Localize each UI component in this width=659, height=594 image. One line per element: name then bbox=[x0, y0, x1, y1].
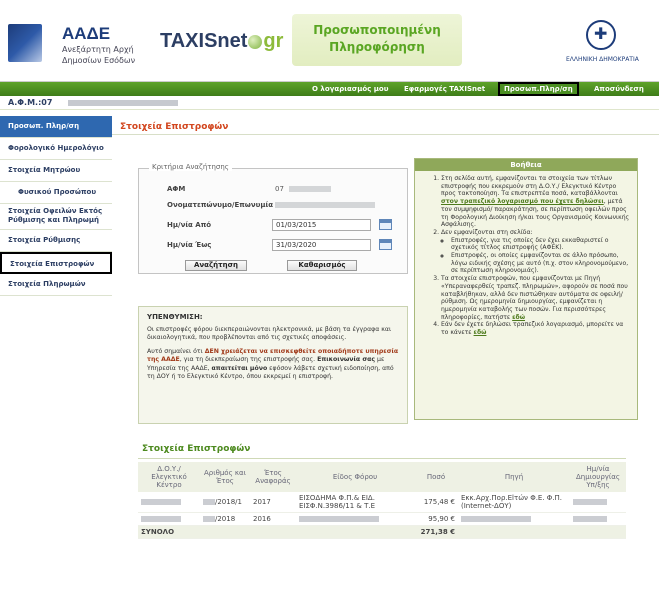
sidebar-item-natural-person[interactable]: Φυσικού Προσώπου bbox=[0, 182, 112, 204]
sidebar-item-tax-calendar[interactable]: Φορολογικό Ημερολόγιο bbox=[0, 138, 112, 160]
tab-logout[interactable]: Αποσύνδεση bbox=[594, 85, 644, 93]
cell-tax-type bbox=[296, 513, 414, 526]
page-header bbox=[0, 0, 659, 82]
col-header: Ημ/νία Δημιουργίας Υπ/ξης bbox=[570, 462, 626, 492]
help-panel bbox=[414, 158, 638, 420]
cell-date bbox=[570, 492, 626, 513]
date-from-input[interactable] bbox=[272, 219, 371, 231]
aade-subtitle: Ανεξάρτητη Αρχή Δημοσίων Εσόδων bbox=[62, 45, 136, 65]
top-nav bbox=[0, 82, 659, 96]
aade-logo-icon bbox=[8, 24, 42, 62]
search-button[interactable]: Αναζήτηση bbox=[185, 260, 247, 271]
declare-account-link[interactable]: εδώ bbox=[473, 329, 487, 337]
date-to-input[interactable] bbox=[272, 239, 371, 251]
aade-name: ΑΑΔΕ bbox=[62, 24, 111, 43]
taxisnet-logo[interactable]: TAXISnet gr bbox=[160, 30, 284, 52]
title-divider bbox=[112, 134, 659, 135]
cell-tax-office bbox=[138, 492, 200, 513]
redacted-name-value bbox=[275, 202, 375, 208]
cell-tax-type: ΕΙΣΟΔΗΜΑ Φ.Π.& ΕΙΔ. ΕΙΣΦ.Ν.3986/11 & Τ.Ε bbox=[296, 492, 414, 513]
help-body bbox=[415, 171, 637, 337]
date-from-label: Ημ/νία Από bbox=[167, 221, 212, 229]
afm-field-value: 07 bbox=[275, 185, 284, 193]
bank-account-link[interactable]: στον τραπεζικό λογαριασμό που έχετε δηλώσει bbox=[441, 198, 604, 206]
cell-number: /2018/1 bbox=[200, 492, 250, 513]
tab-personal-info[interactable]: Προσωπ.Πληρ/ση bbox=[498, 82, 579, 96]
cell-source bbox=[458, 513, 570, 526]
total-label: ΣΥΝΟΛΟ bbox=[138, 526, 200, 539]
cell-source: Εκκ.Αρχ.Πορ.Εlτών Φ.Ε. Φ.Π. (Internet-ΔΟΥ) bbox=[458, 492, 570, 513]
afm-label: Α.Φ.Μ.:07 bbox=[8, 98, 53, 107]
cell-number: /2018 bbox=[200, 513, 250, 526]
col-header: Πηγή bbox=[458, 462, 570, 492]
personal-info-banner: Προσωποποιημένη Πληροφόρηση bbox=[292, 14, 462, 66]
sidebar-item-personal-info[interactable]: Προσωπ. Πληρ/ση bbox=[0, 116, 112, 138]
total-amount: 271,38 € bbox=[414, 526, 458, 539]
sidebar-item-payments[interactable]: Στοιχεία Πληρωμών bbox=[0, 274, 112, 296]
search-criteria-panel bbox=[138, 163, 408, 274]
returns-divider bbox=[138, 458, 626, 459]
returns-table bbox=[138, 462, 626, 539]
col-header: Ποσό bbox=[414, 462, 458, 492]
col-header: Έτος Αναφοράς bbox=[250, 462, 296, 492]
name-field-label: Ονοματεπώνυμο/Επωνυμία bbox=[167, 201, 274, 209]
col-header: Αριθμός και Έτος bbox=[200, 462, 250, 492]
table-row[interactable] bbox=[138, 492, 626, 513]
gov-label: ΕΛΛΗΝΙΚΗ ΔΗΜΟΚΡΑΤΙΑ bbox=[566, 56, 639, 63]
greek-emblem-icon bbox=[586, 20, 616, 50]
sidebar-item-settlement[interactable]: Στοιχεία Ρύθμισης bbox=[0, 230, 112, 252]
col-header: Δ.Ο.Υ./ Ελεγκτικό Κέντρο bbox=[138, 462, 200, 492]
sidebar bbox=[0, 116, 112, 296]
reminder-text: Οι επιστροφές φόρου διεκπεραιώνονται ηλεκτρονικά, με βάση τα έγγραφα και δικαιολογητικά, που προβλέπονται από τις σχετικές αποφάσεις. bbox=[147, 325, 392, 341]
tab-taxisnet-apps[interactable]: Εφαρμογές TAXISnet bbox=[404, 85, 486, 93]
clear-button[interactable]: Καθαρισμός bbox=[287, 260, 357, 271]
more-info-link[interactable]: εδώ bbox=[512, 313, 526, 321]
help-item: 4. Εάν δεν έχετε δηλώσει τραπεζικό λογαριασμό, μπορείτε να το κάνετε εδώ bbox=[441, 321, 631, 336]
cell-ref-year: 2016 bbox=[250, 513, 296, 526]
sidebar-item-debts[interactable]: Στοιχεία Οφειλών Εκτός Ρύθμισης και Πληρωμή bbox=[0, 204, 112, 230]
calendar-icon[interactable] bbox=[379, 219, 392, 230]
redacted-afm bbox=[289, 186, 331, 192]
afm-field-label: ΑΦΜ bbox=[167, 185, 186, 193]
cell-ref-year: 2017 bbox=[250, 492, 296, 513]
help-heading: Βοήθεια bbox=[415, 159, 637, 171]
help-item: 3. Τα στοιχεία επιστροφών, που εμφανίζονται με Πηγή «Υπεραναφερθείς τραπεζ. πληρωμών», αφορούν σε ποσά που καταβλήθηκαν, αλλά δεν πιστώθηκαν αυτόματα σε οφειλή/ρύθμιση. Ως ημερομηνία δημιουργίας, εμφανίζεται η ημερομηνία καταβολής των ποσών. Για περισσότερες πληροφορίες, πατήστε εδώ bbox=[441, 275, 631, 321]
page-title: Στοιχεία Επιστροφών bbox=[120, 122, 229, 132]
user-bar bbox=[0, 96, 659, 110]
help-subitem: ◦ Επιστροφές, οι οποίες εμφανίζονται σε άλλο πρόσωπο, λόγω ειδικής σχέσης με αυτό (π.χ. στον κληρονομούμενο, σε περίπτωση κληρονομιάς). bbox=[451, 252, 631, 275]
help-item: 2. Δεν εμφανίζονται στη σελίδα: ◦ Επιστροφές, για τις οποίες δεν έχει εκκαθαριστεί ο σχετικός τίτλος επιστροφής (ΑΦΕΚ). ◦ Επιστροφές, οι οποίες εμφανίζονται σε άλλο πρόσωπο, λόγω ειδικής σχέσης με αυτό (π.χ. στον κληρονομούμενο, σε περίπτωση κληρονομιάς). bbox=[441, 229, 631, 275]
help-subitem: ◦ Επιστροφές, για τις οποίες δεν έχει εκκαθαριστεί ο σχετικός τίτλος επιστροφής (ΑΦΕΚ). bbox=[451, 237, 631, 252]
sidebar-item-registry[interactable]: Στοιχεία Μητρώου bbox=[0, 160, 112, 182]
redacted-name bbox=[68, 100, 178, 106]
returns-section-title: Στοιχεία Επιστροφών bbox=[142, 444, 251, 454]
cell-amount: 95,90 € bbox=[414, 513, 458, 526]
table-row[interactable] bbox=[138, 513, 626, 526]
criteria-legend: Κριτήρια Αναζήτησης bbox=[149, 163, 232, 171]
cell-tax-office bbox=[138, 513, 200, 526]
col-header: Είδος Φόρου bbox=[296, 462, 414, 492]
table-total-row bbox=[138, 526, 626, 539]
table-header-row bbox=[138, 462, 626, 492]
reminder-heading: ΥΠΕΝΘΥΜΙΣΗ: bbox=[147, 313, 203, 321]
sidebar-item-returns[interactable]: Στοιχεία Επιστροφών bbox=[0, 252, 112, 274]
reminder-box bbox=[138, 306, 408, 424]
tab-my-account[interactable]: Ο λογαριασμός μου bbox=[312, 85, 389, 93]
date-to-label: Ημ/νία Έως bbox=[167, 241, 212, 249]
reminder-text-2: Αυτό σημαίνει ότι ΔΕΝ χρειάζεται να επισκεφθείτε οποιαδήποτε υπηρεσία της ΑΑΔΕ, για τη διεκπεραίωση της επιστροφής σας. Επικοινωνία σας με Υπηρεσία της ΑΑΔΕ, απαιτείται μόνο εφόσον λάβετε σχετική ειδοποίηση, από τη ΔΟΥ ή το Ελεγκτικό Κέντρο, όπου εκκρεμεί η επιστροφή. bbox=[147, 347, 399, 380]
globe-icon bbox=[248, 35, 262, 49]
cell-date bbox=[570, 513, 626, 526]
cell-amount: 175,48 € bbox=[414, 492, 458, 513]
help-item: 1. Στη σελίδα αυτή, εμφανίζονται τα στοιχεία των τίτλων επιστροφής που εκκρεμούν στη Δ.Ο.Υ./ Ελεγκτικό Κέντρο προς τακτοποίηση. Τα επιστρεπτέα ποσά, καταβάλλονται στον τραπεζικό λογαριασμό που έχετε δηλώσει, μετά τον συμψηφισμό/ παρακράτηση, σε περίπτωση οφειλών προς τη Φορολογική Διοίκηση ή/και τους Οργανισμούς Κοινωνικής Ασφάλισης. bbox=[441, 175, 631, 229]
calendar-icon[interactable] bbox=[379, 239, 392, 250]
